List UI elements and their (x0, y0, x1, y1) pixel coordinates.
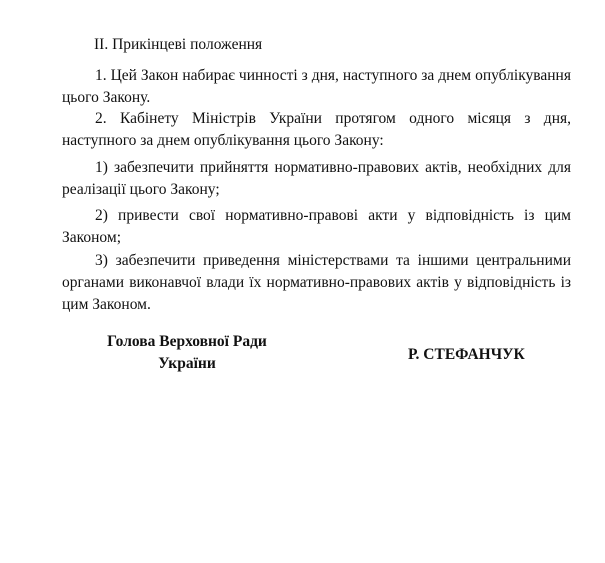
paragraph-cabinet-obligations: 2. Кабінету Міністрів України протягом одного місяця з дня, наступного за днем опублікування цього Закону: (62, 110, 571, 149)
signatory-title-line1: Голова Верховної Ради (107, 333, 267, 350)
signatory-name: Р. СТЕФАНЧУК (408, 346, 525, 363)
paragraph-item-3: 3) забезпечити приведення міністерствами та іншими центральними органами виконавчої влади їх нормативно-правових актів у відповідність із цим Законом. (62, 252, 571, 313)
signatory-title-line2: України (158, 355, 216, 372)
paragraph-item-2: 2) привести свої нормативно-правові акти у відповідність із цим Законом; (62, 207, 571, 246)
paragraph-law-effective-date: 1. Цей Закон набирає чинності з дня, наступного за днем опублікування цього Закону. (62, 67, 571, 106)
section-heading: ІІ. Прикінцеві положення (94, 36, 263, 53)
paragraph-item-1: 1) забезпечити прийняття нормативно-правових актів, необхідних для реалізації цього Закону; (62, 159, 571, 198)
signatory-title (92, 331, 282, 375)
